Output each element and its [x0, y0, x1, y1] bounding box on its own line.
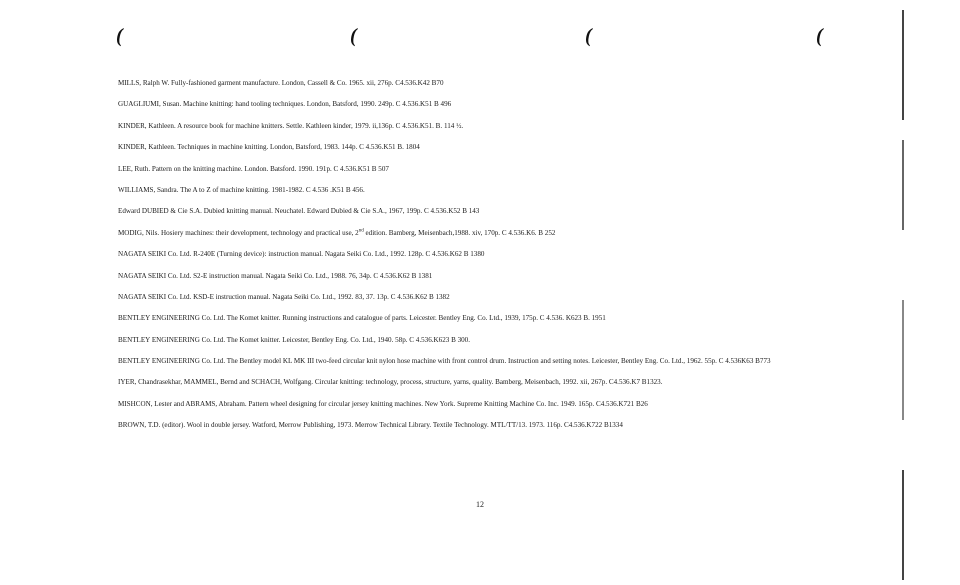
bibliography-entry: BENTLEY ENGINEERING Co. Ltd. The Komet knitter. Leicester, Bentley Eng. Co. Ltd., 1940. 58p. C 4.536.K623 B 300. [118, 335, 470, 344]
bibliography-entry: BROWN, T.D. (editor). Wool in double jersey. Watford, Merrow Publishing, 1973. Merrow Technical Library. Textile Technology. MTL/TT/13. 1973. 116p. C4.536.K722 B1334 [118, 421, 623, 430]
bibliography-entry: KINDER, Kathleen. A resource book for machine knitters. Settle. Kathleen kinder, 1979. ii,136p. C 4.536.K51. B. 114 ½. [118, 121, 464, 130]
scan-edge-line [902, 470, 904, 580]
bibliography-entry: MILLS, Ralph W. Fully-fashioned garment manufacture. London, Cassell & Co. 1965. xii, 276p. C4.536.K42 B70 [118, 79, 444, 87]
bibliography-entry: NAGATA SEIKI Co. Ltd. R-240E (Turning device): instruction manual. Nagata Seiki Co. Ltd., 1992. 128p. C 4.536.K62 B 1380 [118, 250, 485, 259]
punch-mark-3: ( [585, 25, 592, 47]
entry-text: MODIG, Nils. Hosiery machines: their development, technology and practical use, 2 [118, 228, 359, 237]
bibliography-entry: MISHCON, Lester and ABRAMS, Abraham. Pattern wheel designing for circular jersey knitting machines. New York. Supreme Knitting Machine Co. Inc. 1949. 165p. C4.536.K721 B26 [118, 399, 648, 408]
bibliography-entry: GUAGLIUMI, Susan. Machine knitting: hand tooling techniques. London, Batsford, 1990. 249p. C 4.536.K51 B 496 [118, 100, 452, 109]
punch-mark-1: ( [116, 25, 123, 47]
bibliography-entry: Edward DUBIED & Cie S.A. Dubied knitting manual. Neuchatel. Edward Dubied & Cie S.A., 1967, 199p. C 4.536.K52 B 143 [118, 207, 480, 216]
page-number: 12 [476, 500, 484, 509]
punch-mark-4: ( [816, 25, 823, 47]
entry-text: edition. Bamberg, Meisenbach,1988. xiv, 170p. C 4.536.K6. B 252 [363, 228, 556, 237]
ordinal-suffix: nd [358, 228, 364, 234]
bibliography-entry [118, 229, 878, 238]
bibliography-entry: NAGATA SEIKI Co. Ltd. S2-E instruction manual. Nagata Seiki Co. Ltd., 1988. 76, 34p. C 4.536.K62 B 1381 [118, 271, 433, 280]
scan-edge-line [902, 300, 904, 420]
bibliography-entry: NAGATA SEIKI Co. Ltd. KSD-E instruction manual. Nagata Seiki Co. Ltd., 1992. 83, 37. 13p. C 4.536.K62 B 1382 [118, 292, 450, 301]
scan-edge-line [902, 140, 904, 230]
scan-edge-line [902, 10, 904, 120]
bibliography-entry: LEE, Ruth. Pattern on the knitting machine. London. Batsford. 1990. 191p. C 4.536.K51 B 507 [118, 164, 389, 173]
punch-mark-2: ( [350, 25, 357, 47]
bibliography-list [118, 79, 878, 443]
bibliography-entry: IYER, Chandrasekhar, MAMMEL, Bernd and SCHACH, Wolfgang. Circular knitting: technology, process, structure, yarns, quality. Bamberg, Meisenbach, 1992. xii, 267p. C4.536.K7 B1323. [118, 378, 663, 387]
bibliography-entry: BENTLEY ENGINEERING Co. Ltd. The Bentley model KL MK III two-feed circular knit nylon hose machine with front control drum. Instruction and setting notes. Leicester, Bentley Eng. Co. Ltd., 1962. 55p. C 4.536K63 B773 [118, 357, 771, 366]
bibliography-entry: WILLIAMS, Sandra. The A to Z of machine knitting. 1981-1982. C 4.536 .K51 B 456. [118, 185, 365, 194]
bibliography-entry: KINDER, Kathleen. Techniques in machine knitting. London, Batsford, 1983. 144p. C 4.536.K51 B. 1804 [118, 143, 420, 152]
bibliography-entry: BENTLEY ENGINEERING Co. Ltd. The Komet knitter. Running instructions and catalogue of parts. Leicester. Bentley Eng. Co. Ltd., 1939, 175p. C 4.536. K623 B. 1951 [118, 314, 606, 323]
